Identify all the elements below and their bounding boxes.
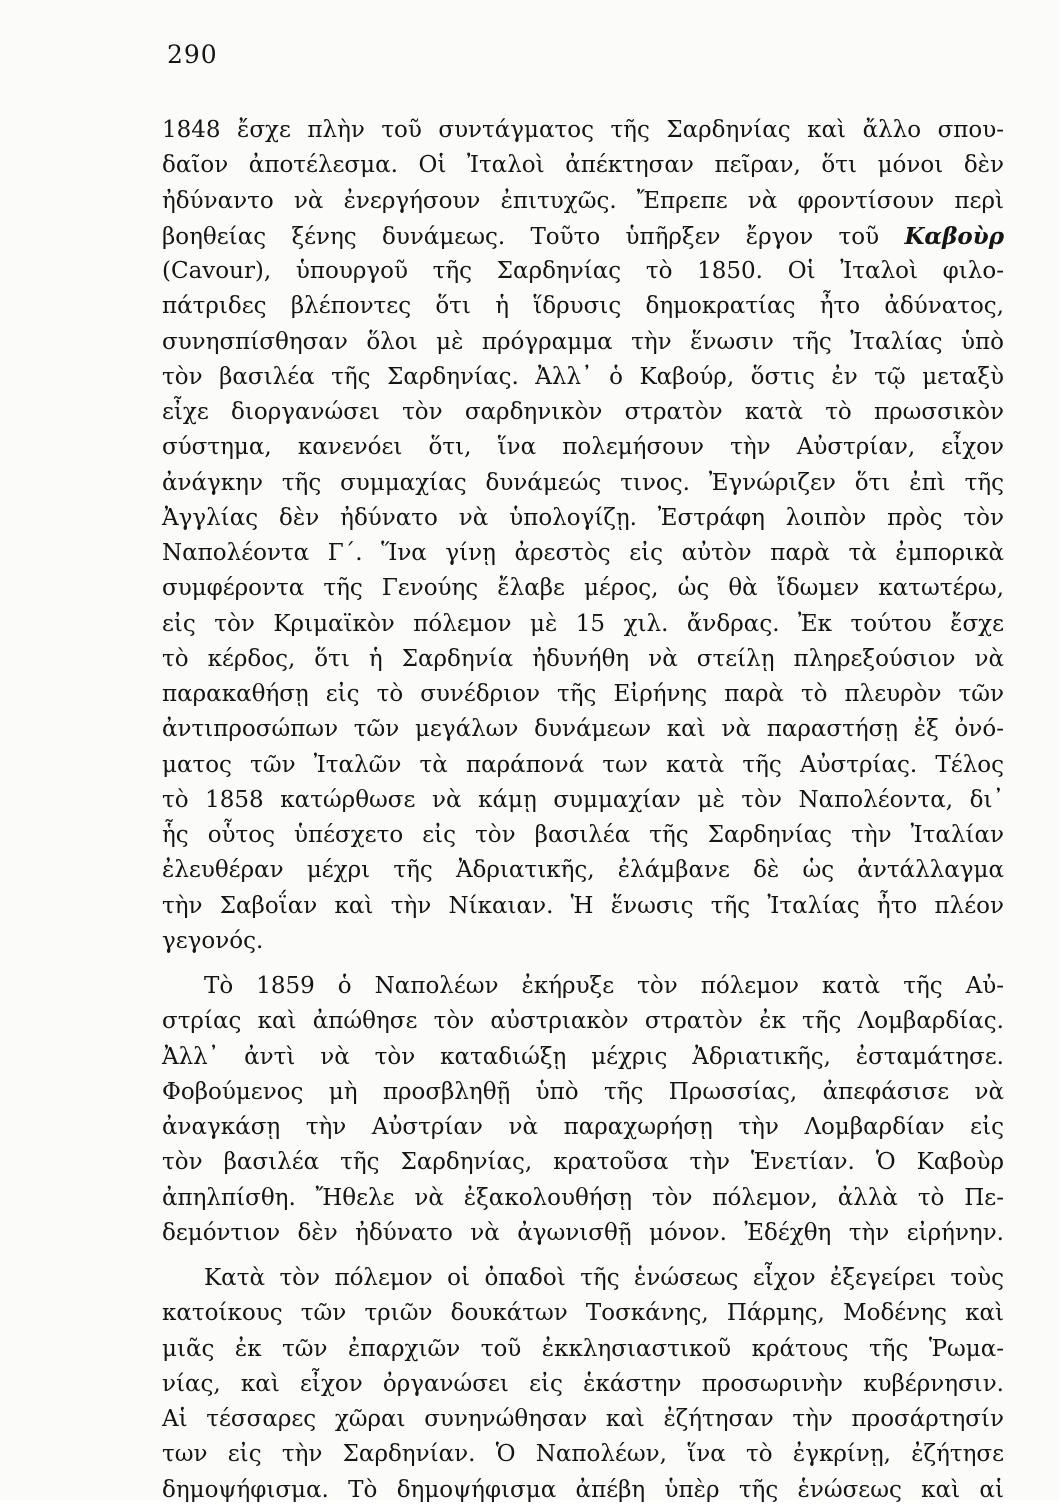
text-line bbox=[162, 1402, 1004, 1437]
text-line bbox=[162, 1040, 1004, 1075]
text-line bbox=[162, 1075, 1004, 1110]
text-line bbox=[162, 1216, 1004, 1251]
line-text: πάτριδες βλέποντες ὅτι ἡ ἵδρυσις δημοκρατίας ἦτο ἀδύνατος, bbox=[162, 293, 1004, 320]
text-line bbox=[162, 360, 1004, 395]
page-number: 290 bbox=[167, 40, 218, 69]
text-line bbox=[162, 501, 1004, 536]
text-line bbox=[162, 1473, 1004, 1508]
text-line bbox=[162, 924, 1004, 959]
line-text: Τὸ 1859 ὁ Ναπολέων ἐκήρυξε τὸν πόλεμον κατὰ τῆς Αὐ- bbox=[204, 973, 1004, 999]
text-line bbox=[162, 889, 1004, 924]
line-text: Ἀγγλίας δὲν ἠδύνατο νὰ ὑπολογίζῃ. Ἐστράφη λοιπὸν πρὸς τὸν bbox=[162, 504, 1004, 531]
line-text: μιᾶς ἐκ τῶν ἐπαρχιῶν τοῦ ἐκκλησιαστικοῦ κράτους τῆς Ῥωμα- bbox=[162, 1335, 1004, 1362]
line-text: τὸ 1858 κατώρθωσε νὰ κάμῃ συμμαχίαν μὲ τὸν Ναπολέοντα, δι᾽ bbox=[162, 786, 1004, 813]
line-text: συμφέροντα τῆς Γενούης ἔλαβε μέρος, ὡς θὰ ἴδωμεν κατωτέρω, bbox=[162, 575, 1004, 602]
line-text: Φοβούμενος μὴ προσβληθῇ ὑπὸ τῆς Πρωσσίας, ἀπεφάσισε νὰ bbox=[162, 1078, 1004, 1105]
line-text: δημοψήφισμα. Τὸ δημοψήφισμα ἀπέβη ὑπὲρ τῆς ἑνώσεως καὶ αἱ bbox=[162, 1476, 1004, 1503]
text-line bbox=[162, 1181, 1004, 1216]
line-text: ἀπηλπίσθη. Ἤθελε νὰ ἐξακολουθήσῃ τὸν πόλεμον, ἀλλὰ τὸ Πε- bbox=[162, 1184, 1004, 1211]
text-line bbox=[162, 1261, 1004, 1296]
line-text: Ἀλλ᾽ ἀντὶ νὰ τὸν καταδιώξῃ μέχρις Ἀδριατικῆς, ἐσταμάτησε. bbox=[162, 1043, 1004, 1070]
line-text: ἀντιπροσώπων τῶν μεγάλων δυνάμεων καὶ νὰ παραστήσῃ ἐξ ὀνό- bbox=[162, 716, 1004, 743]
line-text: στρίας καὶ ἀπώθησε τὸν αὐστριακὸν στρατὸν ἐκ τῆς Λομβαρδίας. bbox=[162, 1008, 1004, 1035]
line-text: κατοίκους τῶν τριῶν δουκάτων Τοσκάνης, Πάρμης, Μοδένης καὶ bbox=[162, 1300, 1004, 1327]
text-line bbox=[162, 395, 1004, 430]
paragraph-gap bbox=[162, 1251, 1004, 1261]
paragraph bbox=[162, 1261, 1004, 1508]
text-line bbox=[162, 254, 1004, 289]
text-line bbox=[162, 677, 1004, 712]
line-text: δεμόντιον δὲν ἠδύνατο νὰ ἀγωνισθῇ μόνον. Ἐδέχθη τὴν εἰρήνην. bbox=[162, 1219, 1004, 1246]
text-line bbox=[162, 466, 1004, 501]
text-line bbox=[162, 1296, 1004, 1331]
text-line bbox=[162, 1004, 1004, 1039]
line-text: (Cavour), ὑπουργοῦ τῆς Σαρδηνίας τὸ 1850. Οἱ Ἰταλοὶ φιλο- bbox=[162, 258, 1004, 284]
text-line bbox=[162, 712, 1004, 747]
text-line bbox=[162, 1367, 1004, 1402]
text-line bbox=[162, 1145, 1004, 1180]
line-text: ἠδύναντο νὰ ἐνεργήσουν ἐπιτυχῶς. Ἔπρεπε νὰ φροντίσουν περὶ bbox=[162, 187, 1004, 214]
text-line bbox=[162, 1110, 1004, 1145]
line-text: των εἰς τὴν Σαρδηνίαν. Ὁ Ναπολέων, ἵνα τὸ ἐγκρίνῃ, ἐζήτησε bbox=[162, 1441, 1004, 1468]
line-text: γεγονός. bbox=[162, 927, 264, 954]
line-text: Αἱ τέσσαρες χῶραι συνηνώθησαν καὶ ἐζήτησαν τὴν προσάρτησίν bbox=[162, 1406, 1004, 1432]
line-text: εἶχε διοργανώσει τὸν σαρδηνικὸν στρατὸν κατὰ τὸ πρωσσικὸν bbox=[162, 399, 1004, 425]
text-line bbox=[162, 113, 1004, 148]
text-line bbox=[162, 607, 1004, 642]
text-line bbox=[162, 430, 1004, 465]
text-line bbox=[162, 853, 1004, 888]
line-text: Ναπολέοντα Γ΄. Ἵνα γίνῃ ἀρεστὸς εἰς αὐτὸν παρὰ τὰ ἐμπορικὰ bbox=[162, 540, 1004, 566]
body-text bbox=[162, 113, 1004, 1508]
line-text: ἐλευθέραν μέχρι τῆς Ἀδριατικῆς, ἐλάμβανε δὲ ὡς ἀντάλλαγμα bbox=[162, 857, 1004, 884]
paragraph-gap bbox=[162, 959, 1004, 969]
text-line bbox=[162, 219, 1004, 254]
line-text: δαῖον ἀποτέλεσμα. Οἱ Ἰταλοὶ ἀπέκτησαν πεῖραν, ὅτι μόνοι δὲν bbox=[162, 152, 1004, 179]
text-line bbox=[162, 783, 1004, 818]
line-text: 1848 ἔσχε πλὴν τοῦ συντάγματος τῆς Σαρδηνίας καὶ ἄλλο σπου- bbox=[162, 117, 1004, 143]
line-text: ἀνάγκην τῆς συμμαχίας δυνάμεώς τινος. Ἐγνώριζεν ὅτι ἐπὶ τῆς bbox=[162, 469, 1004, 496]
line-text: τὸν βασιλέα τῆς Σαρδηνίας, κρατοῦσα τὴν Ἑνετίαν. Ὁ Καβοὺρ bbox=[162, 1149, 1004, 1176]
line-text: ματος τῶν Ἰταλῶν τὰ παράπονά των κατὰ τῆς Αὐστρίας. Τέλος bbox=[162, 751, 1004, 778]
text-line bbox=[162, 325, 1004, 360]
paragraph bbox=[162, 969, 1004, 1251]
emphasized-name: Καβοὺρ bbox=[904, 222, 1004, 250]
text-line bbox=[162, 184, 1004, 219]
line-text: ἧς οὗτος ὑπέσχετο εἰς τὸν βασιλέα τῆς Σαρδηνίας τὴν Ἰταλίαν bbox=[162, 822, 1004, 848]
line-text: συνησπίσθησαν ὅλοι μὲ πρόγραμμα τὴν ἕνωσιν τῆς Ἰταλίας ὑπὸ bbox=[162, 328, 1004, 355]
text-line bbox=[162, 536, 1004, 571]
text-line bbox=[162, 818, 1004, 853]
text-line bbox=[162, 748, 1004, 783]
line-text: νίας, καὶ εἶχον ὀργανώσει εἰς ἑκάστην προσωρινὴν κυβέρνησιν. bbox=[162, 1370, 1004, 1397]
line-text: εἰς τὸν Κριμαϊκὸν πόλεμον μὲ 15 χιλ. ἄνδρας. Ἐκ τούτου ἔσχε bbox=[162, 610, 1004, 637]
line-text: τὸ κέρδος, ὅτι ἡ Σαρδηνία ἠδυνήθη νὰ στείλῃ πληρεξούσιον νὰ bbox=[162, 645, 1004, 672]
line-text: παρακαθήσῃ εἰς τὸ συνέδριον τῆς Εἰρήνης παρὰ τὸ πλευρὸν τῶν bbox=[162, 681, 1004, 707]
line-text: ἀναγκάσῃ τὴν Αὐστρίαν νὰ παραχωρήσῃ τὴν Λομβαρδίαν εἰς bbox=[162, 1114, 1004, 1140]
text-line bbox=[162, 969, 1004, 1004]
text-line bbox=[162, 642, 1004, 677]
line-text: σύστημα, κανενόει ὅτι, ἵνα πολεμήσουν τὴν Αὐστρίαν, εἶχον bbox=[162, 434, 1004, 461]
text-line bbox=[162, 1332, 1004, 1367]
text-line bbox=[162, 148, 1004, 183]
line-text: Κατὰ τὸν πόλεμον οἱ ὀπαδοὶ τῆς ἑνώσεως εἶχον ἐξεγείρει τοὺς bbox=[204, 1265, 1004, 1291]
text-line bbox=[162, 1437, 1004, 1472]
text-line bbox=[162, 571, 1004, 606]
line-text: τὸν βασιλέα τῆς Σαρδηνίας. Ἀλλ᾽ ὁ Καβούρ, ὅστις ἐν τῷ μεταξὺ bbox=[162, 363, 1004, 390]
text-line bbox=[162, 289, 1004, 324]
line-text: τὴν Σαβοΐαν καὶ τὴν Νίκαιαν. Ἡ ἕνωσις τῆς Ἰταλίας ἦτο πλέον bbox=[162, 892, 1004, 919]
line-text: βοηθείας ξένης δυνάμεως. Τοῦτο ὑπῆρξεν ἔργον τοῦ bbox=[162, 223, 905, 250]
paragraph bbox=[162, 113, 1004, 959]
